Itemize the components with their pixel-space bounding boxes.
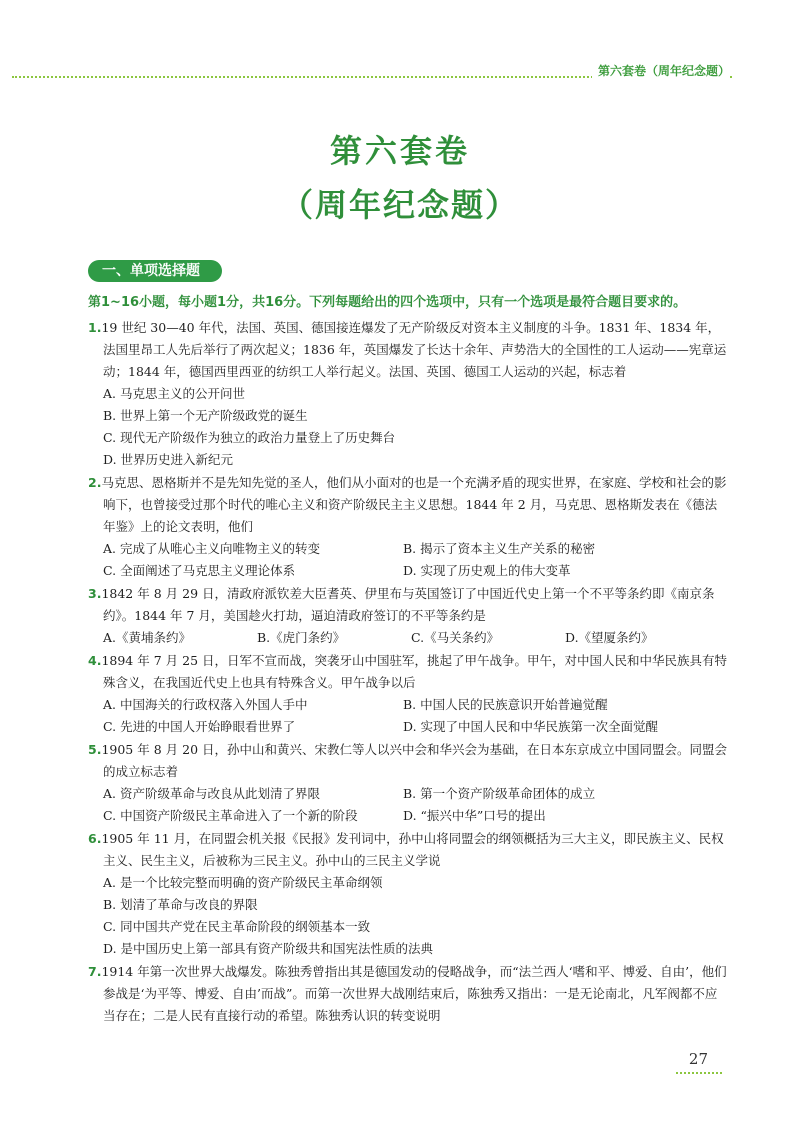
page-title: 第六套卷 [329,132,470,170]
question-number: 6. [88,831,102,846]
option-c: C.《马关条约》 [411,630,500,645]
option-row [88,783,728,805]
option-d: D. “振兴中华”口号的提出 [403,808,546,823]
question-stem [88,583,728,627]
section-badge: 一、单项选择题 [88,260,222,282]
option-c: C. 中国资产阶级民主革命进入了一个新的阶段 [103,808,358,823]
section-instruction: 第1~16小题，每小题1分，共16分。下列每题给出的四个选项中，只有一个选项是最符合题目要求的。 [88,295,687,310]
question-stem [88,650,728,694]
option-row [88,627,728,649]
option-a: A. 马克思主义的公开问世 [103,386,245,401]
question-text: 1914 年第一次世界大战爆发。陈独秀曾指出其是德国发动的侵略战争，而“法兰西人‘嗜和平、博爱、自由’，他们参战是‘为平等、博爱、自由’而战”。而第一次世界大战刚结束后，陈独秀又指出：一是无论南北，凡军阀都不应当存在；二是人民有直接行动的希望。陈独秀认识的转变说明 [101,964,727,1023]
option-a: A.《黄埔条约》 [103,630,192,645]
question-stem [88,317,728,383]
page-number: 27 [688,1050,708,1068]
question-stem [88,828,728,872]
option-d: D. 世界历史进入新纪元 [103,452,234,467]
option-b: B. 第一个资产阶级革命团体的成立 [403,786,596,801]
option-d: D.《望厦条约》 [565,630,654,645]
option-b: B. 中国人民的民族意识开始普遍觉醒 [403,697,608,712]
question-stem [88,961,728,1027]
question-text: 1905 年 11 月，在同盟会机关报《民报》发刊词中，孙中山将同盟会的纲领概括为三大主义，即民族主义、民权主义、民生主义，后被称为三民主义。孙中山的三民主义学说 [101,831,724,868]
question-1 [88,317,728,471]
page-subtitle: （周年纪念题） [280,186,519,224]
option-row [88,560,728,582]
footer-dotted-rule [676,1072,722,1074]
option-d: D. 是中国历史上第一部具有资产阶级共和国宪法性质的法典 [103,941,434,956]
question-text: 1905 年 8 月 20 日，孙中山和黄兴、宋教仁等人以兴中会和华兴会为基础，在日本东京成立中国同盟会。同盟会的成立标志着 [101,742,727,779]
option-c: C. 先进的中国人开始睁眼看世界了 [103,719,296,734]
question-6 [88,828,728,960]
question-3 [88,583,728,649]
question-number: 3. [88,586,102,601]
option-c: C. 全面阐述了马克思主义理论体系 [103,563,296,578]
option-b: B. 划清了革命与改良的界限 [103,897,258,912]
option-b: B. 世界上第一个无产阶级政党的诞生 [103,408,308,423]
question-stem [88,739,728,783]
option-a: A. 中国海关的行政权落入外国人手中 [103,697,308,712]
option-row [88,805,728,827]
question-stem [88,472,728,538]
option-b: B. 揭示了资本主义生产关系的秘密 [403,541,596,556]
question-text: 1894 年 7 月 25 日，日军不宣而战，突袭牙山中国驻军，挑起了甲午战争。甲午，对中国人民和中华民族具有特殊含义，在我国近代史上也具有特殊含义。甲午战争以后 [101,653,727,690]
question-number: 1. [88,320,102,335]
option-d: D. 实现了中国人民和中华民族第一次全面觉醒 [403,719,659,734]
question-text: 19 世纪 30—40 年代，法国、英国、德国接连爆发了无产阶级反对资本主义制度的斗争。1831 年、1834 年，法国里昂工人先后举行了两次起义；1836 年，英国爆发了长达十余年、声势浩大的全国性的工人运动——宪章运动；1844 年，德国西里西亚的纺织工人举行起义。法国、英国、德国工人运动的兴起，标志着 [101,320,727,379]
option-row [88,538,728,560]
question-text: 马克思、恩格斯并不是先知先觉的圣人，他们从小面对的也是一个充满矛盾的现实世界，在家庭、学校和社会的影响下，也曾接受过那个时代的唯心主义和资产阶级民主主义思想。1844 年 2 月，马克思、恩格斯发表在《德法年鉴》上的论文表明，他们 [101,475,727,534]
question-list [88,317,728,1028]
question-number: 7. [88,964,102,979]
question-text: 1842 年 8 月 29 日，清政府派钦差大臣耆英、伊里布与英国签订了中国近代史上第一个不平等条约即《南京条约》。1844 年 7 月，美国趁火打劫，逼迫清政府签订的不平等条约是 [101,586,715,623]
question-number: 4. [88,653,102,668]
option-b: B.《虎门条约》 [257,630,346,645]
question-4 [88,650,728,738]
running-header: 第六套卷（周年纪念题） [592,62,730,79]
option-a: A. 完成了从唯心主义向唯物主义的转变 [103,541,320,556]
question-number: 5. [88,742,102,757]
option-d: D. 实现了历史观上的伟大变革 [403,563,571,578]
option-a: A. 资产阶级革命与改良从此划清了界限 [103,786,320,801]
question-2 [88,472,728,582]
option-row [88,716,728,738]
option-c: C. 现代无产阶级作为独立的政治力量登上了历史舞台 [103,430,396,445]
option-a: A. 是一个比较完整而明确的资产阶级民主革命纲领 [103,875,383,890]
question-number: 2. [88,475,102,490]
question-7 [88,961,728,1027]
option-c: C. 同中国共产党在民主革命阶段的纲领基本一致 [103,919,371,934]
option-row [88,694,728,716]
question-5 [88,739,728,827]
